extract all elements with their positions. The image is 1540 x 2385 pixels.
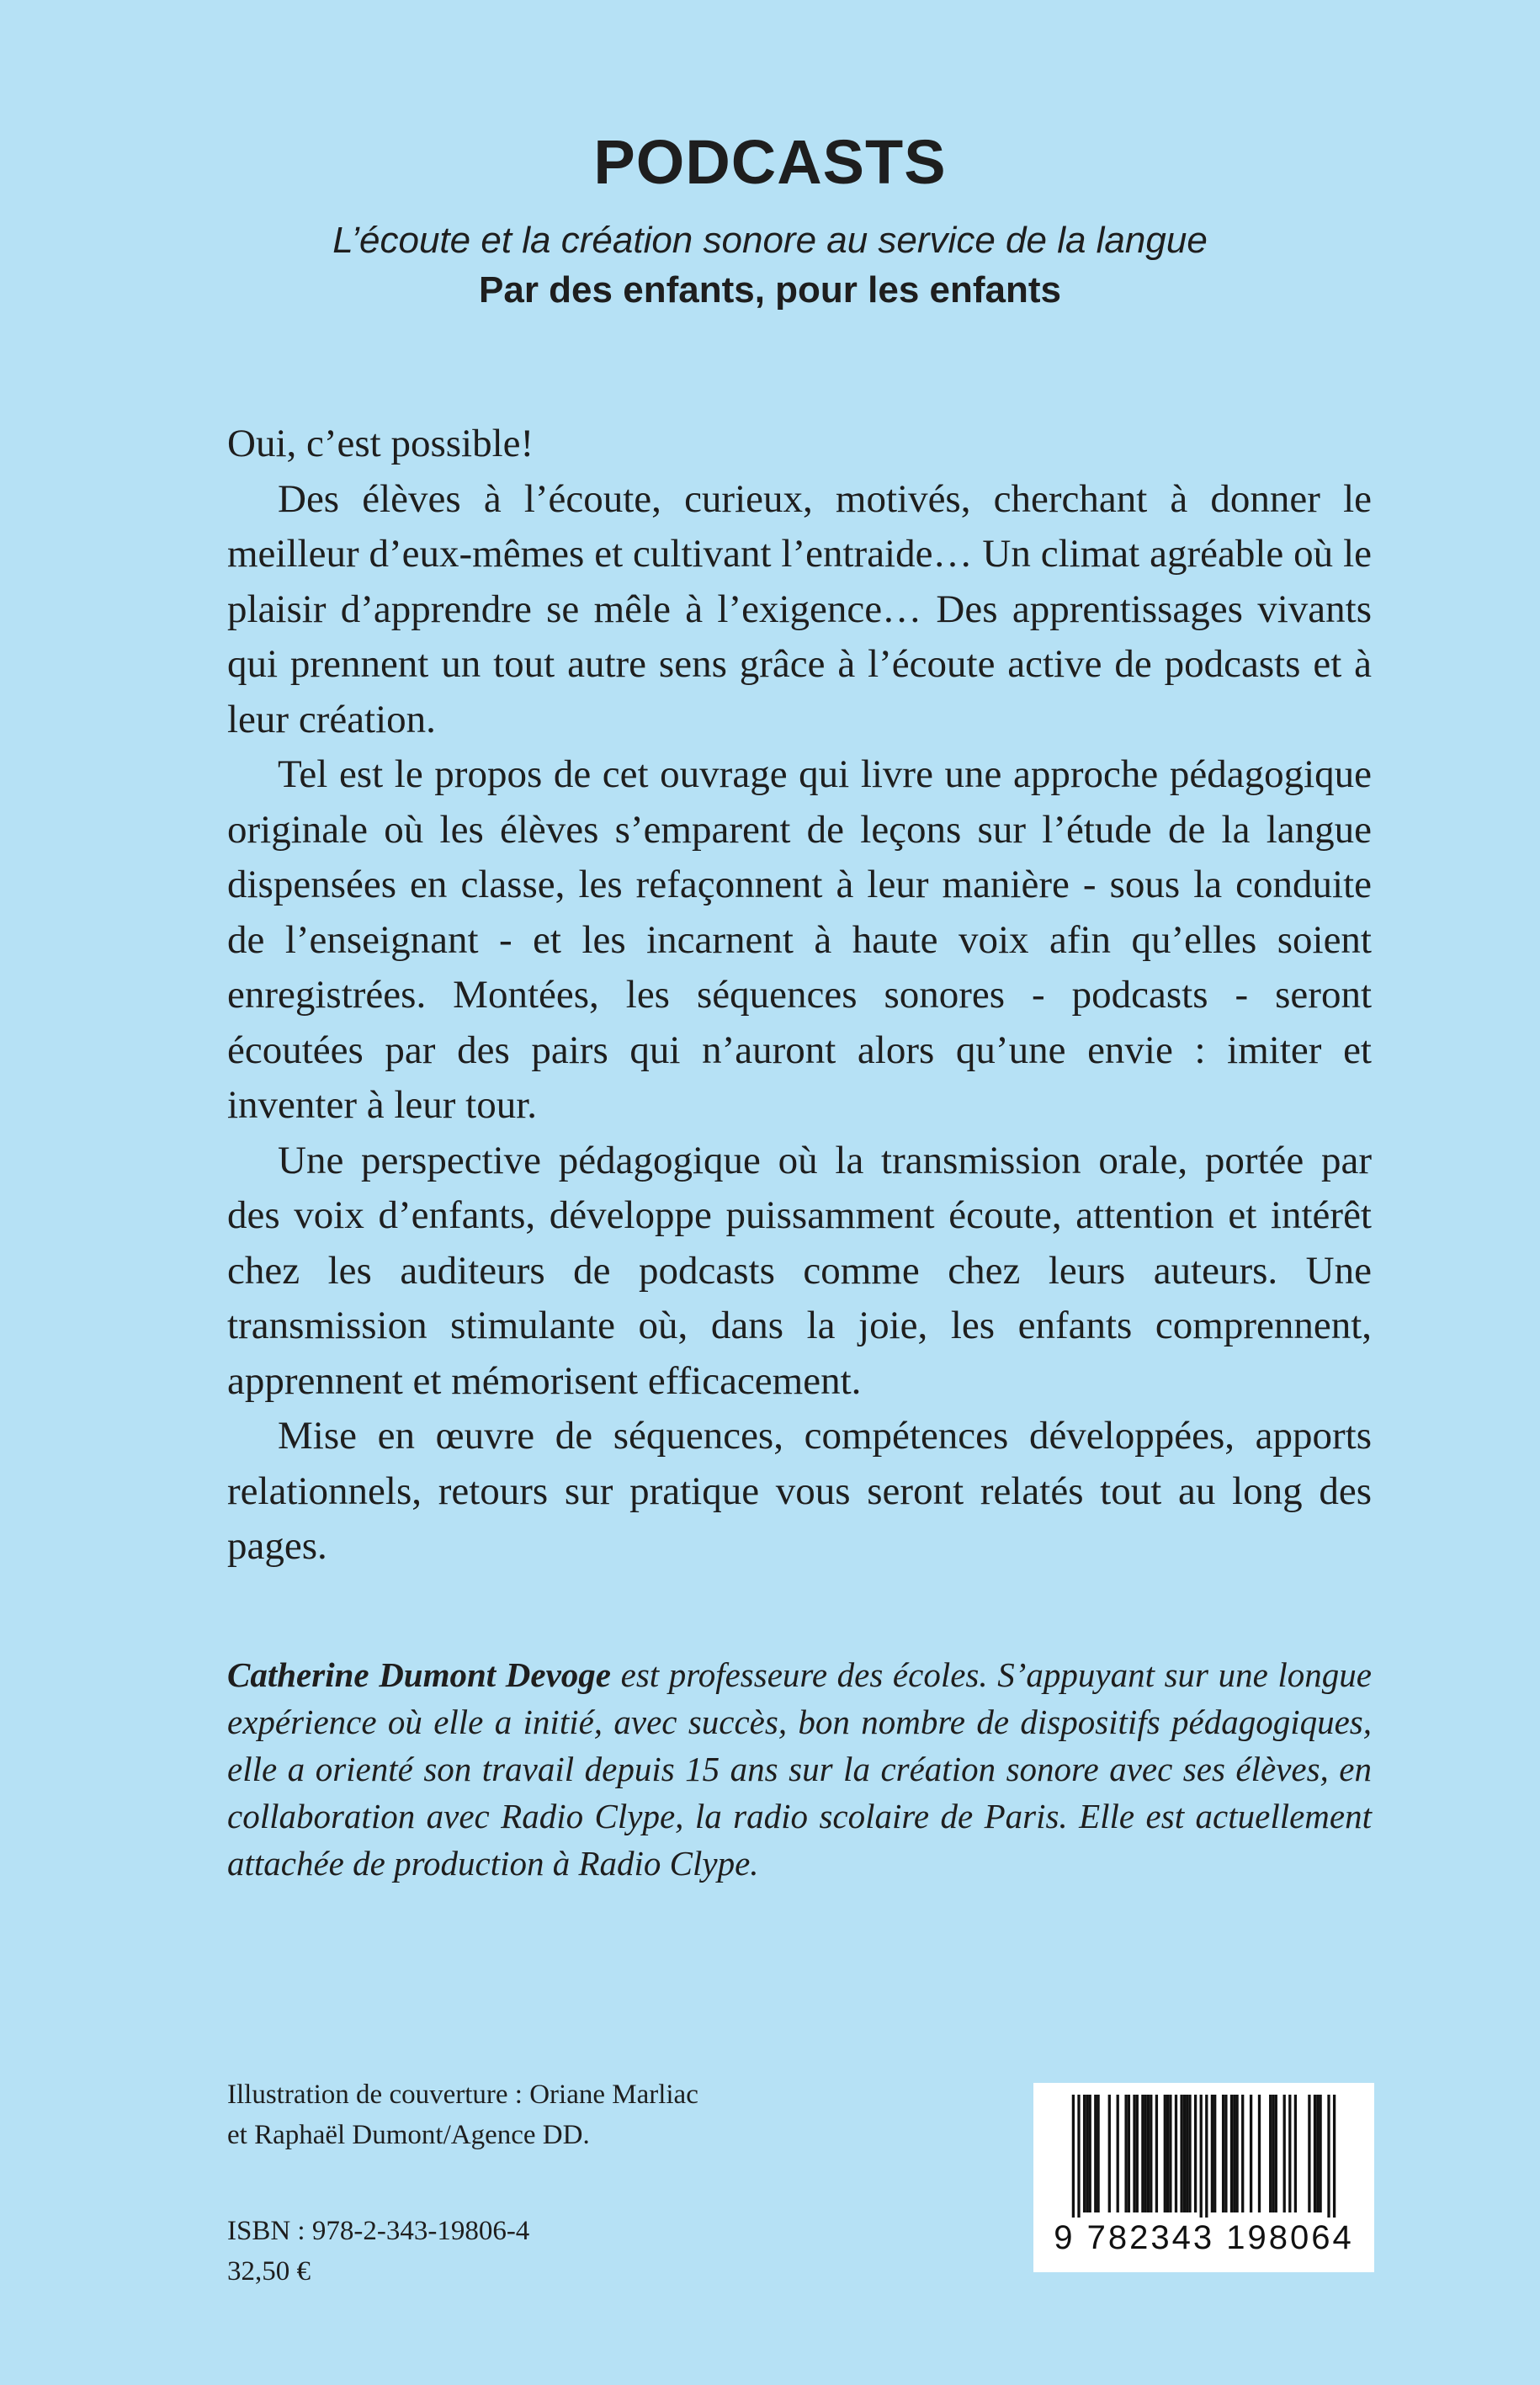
- barcode-bar: [1269, 2095, 1272, 2212]
- barcode-bar: [1258, 2095, 1261, 2212]
- barcode-bar: [1150, 2095, 1152, 2212]
- author-bio: [227, 1651, 1372, 1887]
- barcode-bar: [1283, 2095, 1286, 2212]
- illustration-credit-line-1: Illustration de couverture : Oriane Marliac: [227, 2080, 698, 2110]
- credits: [227, 2074, 816, 2292]
- author-bio-text: est professeure des écoles. S’appuyant sur une longue expérience où elle a initié, avec succès, bon nombre de dispositifs pédagogiques, elle a orienté son travail depuis 15 ans sur la création sonore avec ses élèves, en collaboration avec Radio Clype, la radio scolaire de Paris. Elle est actuellement attachée de production à Radio Clype.: [227, 1655, 1372, 1883]
- blurb: [227, 417, 1372, 1575]
- barcode-bar: [1117, 2095, 1119, 2212]
- blurb-paragraph: Des élèves à l’écoute, curieux, motivés, cherchant à donner le meilleur d’eux-mêmes et cultivant l’entraide… Un climat agréable où le plaisir d’apprendre se mêle à l’exigence… Des apprentissages vivants qui prennent un tout autre sens grâce à l’écoute active de podcasts et à leur création.: [227, 476, 1372, 741]
- barcode-bar: [1072, 2095, 1075, 2218]
- barcode-bar: [1166, 2095, 1169, 2212]
- barcode-bars: [1033, 2083, 1374, 2218]
- barcode-bar: [1155, 2095, 1158, 2212]
- barcode-bar: [1164, 2095, 1166, 2212]
- barcode-bar: [1235, 2095, 1238, 2212]
- barcode-bar: [1133, 2095, 1135, 2212]
- barcode-bar: [1275, 2095, 1277, 2212]
- barcode-bar: [1180, 2095, 1182, 2212]
- barcode-bar: [1128, 2095, 1130, 2212]
- barcode-bar: [1327, 2095, 1330, 2218]
- barcode-bar: [1333, 2095, 1336, 2218]
- barcode-bar: [1211, 2095, 1213, 2212]
- blurb-paragraph: Une perspective pédagogique où la transmission orale, portée par des voix d’enfants, développe puissamment écoute, attention et intérêt chez les auditeurs de podcasts comme chez leurs auteurs. Une transmission stimulante où, dans la joie, les enfants comprennent, apprennent et mémorisent efficacement.: [227, 1138, 1372, 1403]
- barcode-bar: [1250, 2095, 1252, 2212]
- barcode-bar: [1188, 2095, 1191, 2212]
- barcode-bar: [1136, 2095, 1139, 2212]
- barcode-bar: [1094, 2095, 1097, 2212]
- barcode-bar: [1200, 2095, 1203, 2218]
- book-tagline: Par des enfants, pour les enfants: [479, 269, 1061, 311]
- blurb-paragraph: Mise en œuvre de séquences, compétences développées, apports relationnels, retours sur pratique vous seront relatés tout au long des pages.: [227, 1414, 1372, 1568]
- author-name: Catherine Dumont Devoge: [227, 1655, 612, 1694]
- book-title: PODCASTS: [593, 127, 947, 197]
- price: 32,50 €: [227, 2256, 311, 2287]
- barcode-bar: [1222, 2095, 1224, 2212]
- book-subtitle: L’écoute et la création sonore au service de la langue: [332, 220, 1208, 261]
- barcode-bar: [1241, 2095, 1244, 2212]
- barcode-bar: [1108, 2095, 1111, 2212]
- isbn: ISBN : 978-2-343-19806-4: [227, 2216, 530, 2246]
- barcode-bar: [1314, 2095, 1316, 2212]
- barcode-bar: [1144, 2095, 1147, 2212]
- barcode-bar: [1175, 2095, 1177, 2212]
- barcode: [1033, 2083, 1374, 2272]
- barcode-bar: [1213, 2095, 1216, 2212]
- barcode-bar: [1205, 2095, 1208, 2218]
- blurb-paragraph: Tel est le propos de cet ouvrage qui livre une approche pédagogique originale où les élèves s’emparent de leçons sur l’étude de la langue dispensées en classe, les refaçonnent à leur manière - sous la conduite de l’enseignant - et les incarnent à haute voix afin qu’elles soient enregistrées. Montées, les séquences sonores - podcasts - seront écoutées par des pairs qui n’auront alors qu’une envie : imiter et inventer à leur tour.: [227, 752, 1372, 1127]
- barcode-digits: 9 782343 198064: [1054, 2219, 1354, 2256]
- barcode-bar: [1319, 2095, 1321, 2212]
- barcode-bar: [1147, 2095, 1150, 2212]
- barcode-bar: [1194, 2095, 1197, 2212]
- barcode-bar: [1083, 2095, 1086, 2212]
- barcode-bar: [1077, 2095, 1080, 2218]
- barcode-bar: [1316, 2095, 1319, 2212]
- barcode-bar: [1288, 2095, 1291, 2212]
- barcode-bar: [1233, 2095, 1235, 2212]
- barcode-bar: [1097, 2095, 1099, 2212]
- barcode-bar: [1086, 2095, 1088, 2212]
- barcode-bar: [1272, 2095, 1274, 2212]
- barcode-bar: [1089, 2095, 1091, 2212]
- blurb-paragraph-opening: Oui, c’est possible!: [227, 422, 534, 465]
- header: [0, 125, 1540, 315]
- barcode-bar: [1124, 2095, 1127, 2212]
- barcode-bar: [1186, 2095, 1188, 2212]
- barcode-bar: [1141, 2095, 1144, 2212]
- illustration-credit-line-2: et Raphaël Dumont/Agence DD.: [227, 2120, 590, 2150]
- barcode-bar: [1230, 2095, 1233, 2212]
- barcode-bar: [1169, 2095, 1171, 2212]
- barcode-bar: [1183, 2095, 1186, 2212]
- barcode-bar: [1308, 2095, 1310, 2212]
- barcode-bar: [1224, 2095, 1227, 2212]
- barcode-bar: [1294, 2095, 1297, 2212]
